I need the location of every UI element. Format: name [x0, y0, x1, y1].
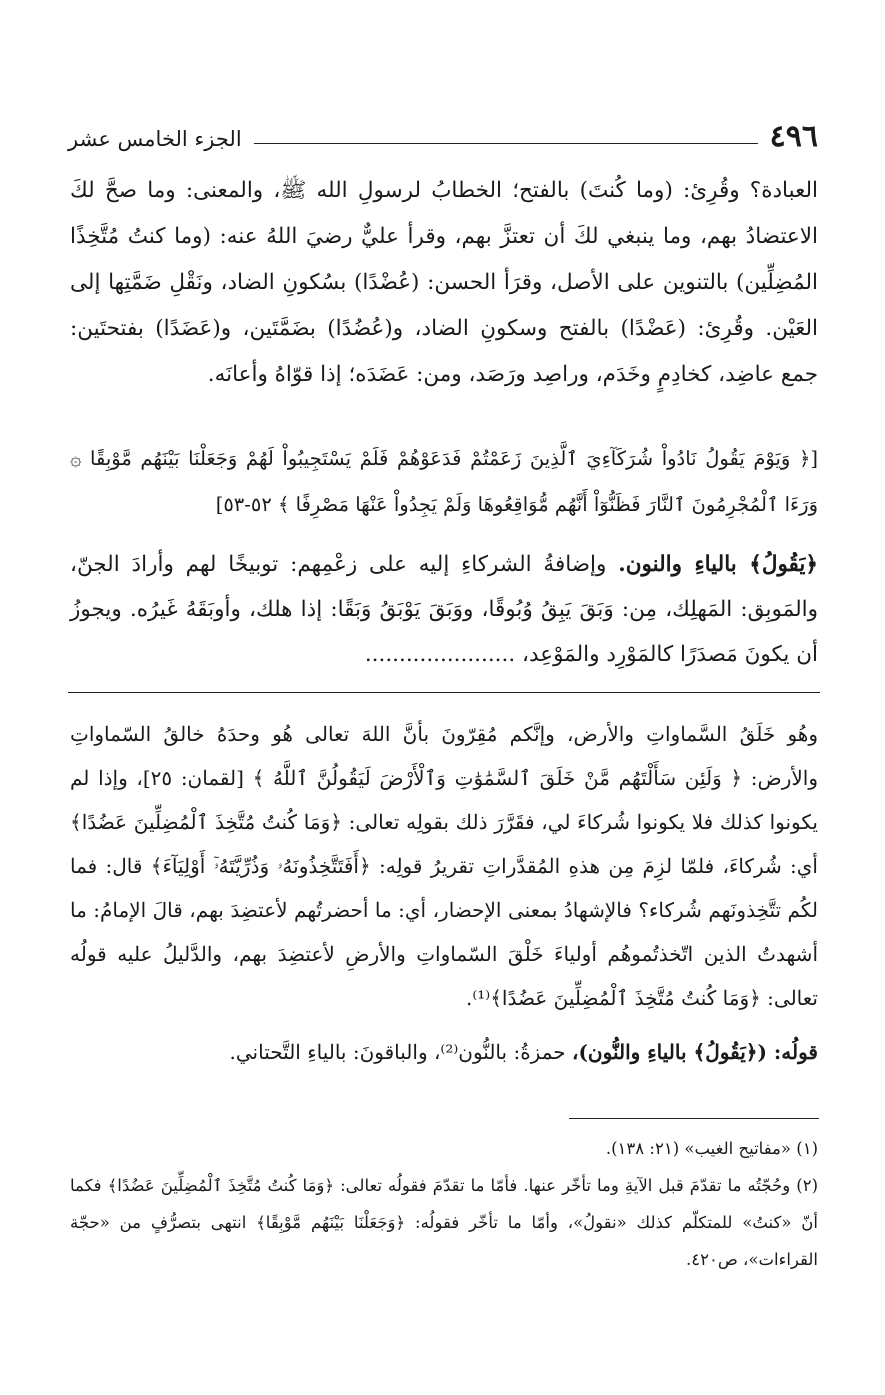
verse-text: [﴿ وَيَوْمَ يَقُولُ نَادُواْ شُرَكَآءِيَ ٱلَّذِينَ زَعَمْتُمْ فَدَعَوْهُمْ فَلَمْ يَسْتَجِيبُواْ لَهُمْ وَجَعَلْنَا بَيْنَهُم مَّوْبِقًا ۞ وَرَءَا ٱلْمُجْرِمُونَ ٱلنَّارَ فَظَنُّوٓاْ أَنَّهُم مُّوَاقِعُوهَا وَلَمْ يَجِدُواْ عَنْهَا مَصْرِفًا ﴾ ٥٢-٥٣]: [70, 447, 818, 516]
section-divider: [68, 692, 820, 693]
header-rule: [254, 143, 758, 144]
main-text: [70, 168, 818, 398]
main-paragraph: العبادة؟ وقُرِئ: (وما كُنتَ) بالفتح؛ الخطابُ لرسولِ الله ﷺ، والمعنى: وما صحَّ لكَ الاعتضادُ بهم، وما ينبغي لكَ أن تعتزَّ بهم، وقرأ عليٌّ رضيَ اللهُ عنه: (وما كنتُ مُتَّخِذًا المُضِلِّين) بالتنوين على الأصل، وقرَأ الحسن: (عُضْدًا) بسُكونِ الضاد، ونَقْلِ ضَمَّتِها إلى العَيْن. وقُرِئ: (عَضْدًا) بالفتح وسكونِ الضاد، و(عُضُدًا) بضَمَّتَين، و(عَضَدًا) بفتحتَين: جمع عاضِد، كخادِمٍ وخَدَم، وراصِد ورَصَد، ومن: عَضَدَه؛ إذا قوّاهُ وأعانَه.: [70, 178, 818, 387]
commentary-paragraph: وهُو خَلَقُ السَّماواتِ والأرض، وإنَّكم مُقِرّونَ بأنَّ اللهَ تعالى هُو وحدَهُ خالقُ السّماواتِ والأرض: ﴿ وَلَئِن سَأَلْتَهُم مَّنْ خَلَقَ ٱلسَّمَٰوَٰتِ وَٱلْأَرْضَ لَيَقُولُنَّ ٱللَّهُ ﴾ [لقمان: ٢٥]، وإذا لم يكونوا كذلك فلا يكونوا شُركاءَ لي، فقَرَّرَ ذلك بقولِه تعالى: ﴿وَمَا كُنتُ مُتَّخِذَ ٱلْمُضِلِّينَ عَضُدًا﴾ أي: شُركاءَ، فلمّا لزِمَ مِن هذهِ المُقدَّراتِ تقريرُ قولِه: ﴿أَفَتَتَّخِذُونَهُۥ وَذُرِّيَّتَهُۥٓ أَوْلِيَآءَ﴾ قال: فما لكُم تتَّخِذونَهم شُركاء؟ فالإشهادُ بمعنى الإحضار، أي: ما أحضرتُهم لأعتضِدَ بهم، قالَ الإمامُ: ما أشهدتُ الذين اتّخذتُموهُم أولياءَ خَلْقَ السّماواتِ والأرضِ لأعتضِدَ بهم، والدَّليلُ عليه قولُه تعالى: ﴿وَمَا كُنتُ مُتَّخِذَ ٱلْمُضِلِّينَ عَضُدًا﴾⁽¹⁾.: [70, 722, 818, 1010]
footnote-rule: [569, 1118, 819, 1119]
footnote-1: (١) «مفاتيح الغيب» (٢١: ١٣٨).: [605, 1139, 818, 1158]
commentary-qawl: [70, 1030, 818, 1074]
qawl-lead: قولُه: (﴿يَقُولُ﴾ بالياءِ والنُّون)،: [572, 1040, 818, 1064]
running-title: الجزء الخامس عشر: [68, 127, 242, 151]
explanation-lead: ﴿يَقُولُ﴾ بالياءِ والنون.: [618, 552, 819, 577]
footnotes: [70, 1130, 818, 1278]
page-number: ٤٩٦: [769, 119, 818, 154]
quran-verse: [70, 432, 818, 528]
page-header: [68, 112, 818, 152]
explanation-text: وإضافةُ الشركاءِ إليه على زعْمِهم: توبيخًا لهم وأرادَ الجنّ، والمَوبِق: المَهلِك، مِن: وَبَقَ يَبِقُ وُبُوقًا، ووَبَقَ يَوْبَقُ وَبَقًا: إذا هلك، وأوبَقَهُ غَيرُه. ويجوزُ أن يكونَ مَصدَرًا كالمَوْرِد والمَوْعِد، ......................: [70, 552, 818, 667]
commentary-section: [70, 712, 818, 1074]
footnote-2: (٢) وحُجّتُه ما تقدّمَ قبل الآيةِ وما تأخّر عنها. فأمّا ما تقدّمَ فقولُه تعالى: ﴿وَمَا كُنتُ مُتَّخِذَ ٱلْمُضِلِّينَ عَضُدًا﴾ فكما أنّ «كنتُ» للمتكلّم كذلك «نقولُ»، وأمّا ما تأخّر فقولُه: ﴿وَجَعَلْنَا بَيْنَهُم مَّوْبِقًا﴾ انتهى بتصرُّفٍ من «حجّة القراءات»، ص٤٢٠.: [70, 1176, 818, 1269]
explanation-paragraph: [70, 542, 818, 677]
qawl-text: حمزةُ: بالنُّون⁽²⁾، والباقونَ: بالياءِ التَّحتاني.: [229, 1040, 572, 1064]
